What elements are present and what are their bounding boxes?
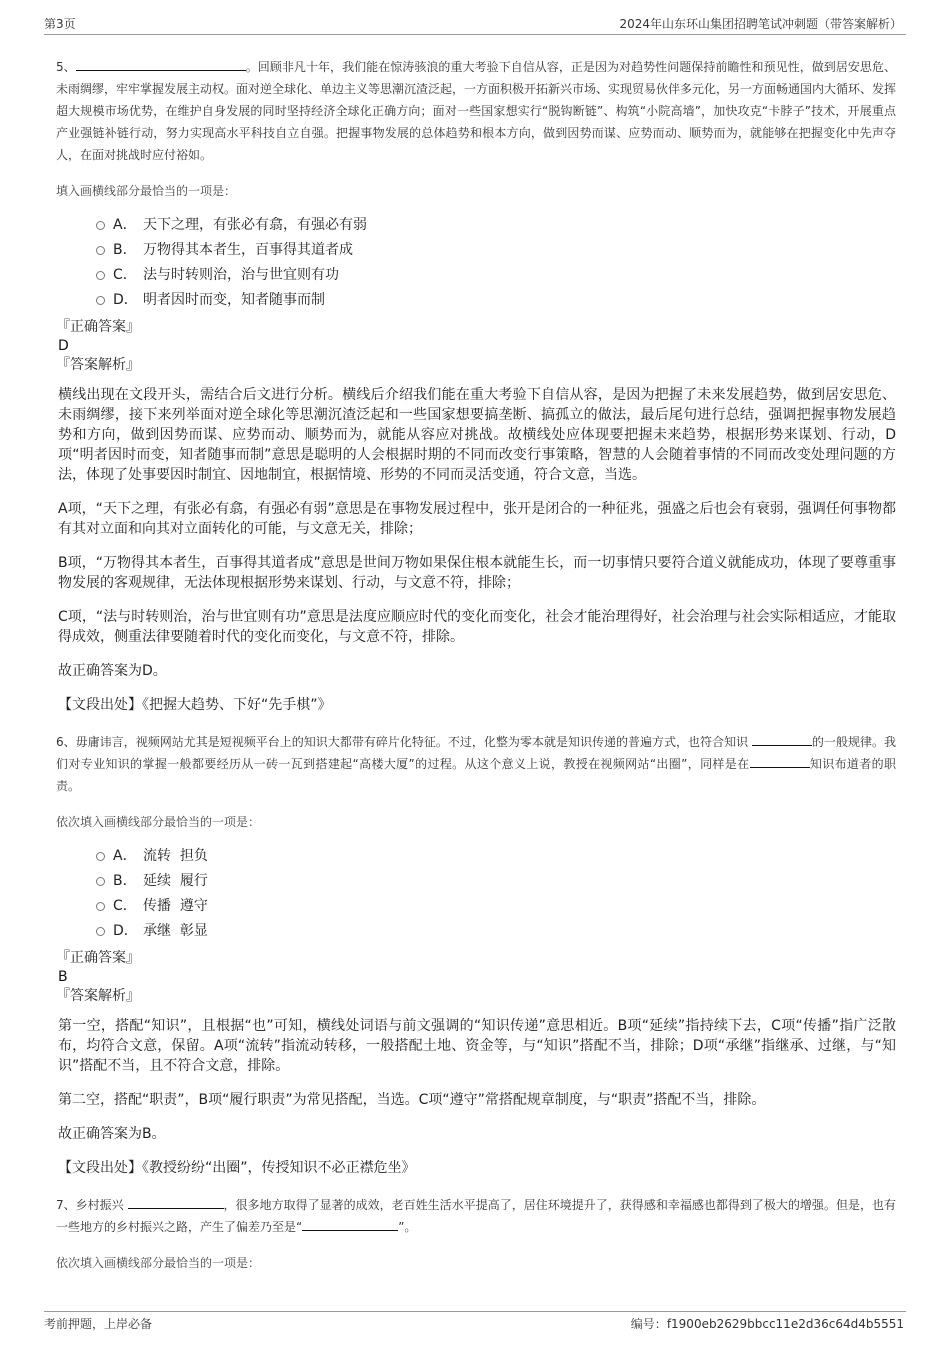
- option-a[interactable]: A． 天下之理，有张必有翕，有强必有弱: [96, 213, 896, 238]
- option-d[interactable]: D． 承继 彰显: [96, 919, 896, 944]
- question-prompt: 填入画横线部分最恰当的一项是：: [56, 184, 237, 198]
- analysis-paragraph: B项，“万物得其本者生，百事得其道者成”意思是世间万物如果保住根本就能生长，而一切事情只要符合道义就能成功，体现了要尊重事物发展的客观规律，无法体现根据形势来谋划、行动，与文意不符，排除；: [58, 555, 896, 591]
- analysis-paragraph: 横线出现在文段开头，需结合后文进行分析。横线后介绍我们能在重大考验下自信从容，是因为把握了未来发展趋势，做到居安思危、未雨绸缪，接下来列举面对逆全球化等思潮沉渣泛起和一些国家想要搞垄断、搞孤立的做法，最后尾句进行总结，强调把握事物发展趋势和方向，做到因势而谋、应势而动、顺势而为，就能从容应对挑战。故横线处应体现要把握未来趋势，根据形势来谋划、行动，D项“明者因时而变，知者随事而制”意思是聪明的人会根据时期的不同而改变行事策略，智慧的人会随着事情的不同而改变处理问题的方法，体现了处事要因时制宜、因地制宜，根据情境、形势的不同而灵活变通，符合文意，当选。: [58, 387, 896, 483]
- document-code-value: f1900eb2629bbcc11e2d36c64d4b5551: [666, 1317, 904, 1331]
- option-c[interactable]: C． 传播 遵守: [96, 894, 896, 919]
- page-number: 第3页: [44, 17, 76, 31]
- question-5-stem: [56, 56, 896, 166]
- fill-blank[interactable]: [128, 1194, 224, 1209]
- correct-answer-label: 『正确答案』: [56, 319, 140, 335]
- question-number: 6、: [56, 735, 76, 749]
- question-prompt: 依次填入画横线部分最恰当的一项是：: [56, 1256, 261, 1270]
- analysis-conclusion: 故正确答案为B。: [58, 1126, 166, 1142]
- document-body: [56, 56, 896, 1285]
- fill-blank[interactable]: [752, 731, 812, 746]
- document-code-label: 编号：: [630, 1317, 667, 1331]
- fill-blank[interactable]: [750, 753, 810, 768]
- option-list: [96, 213, 896, 313]
- option-list: [96, 844, 896, 944]
- text-source: 【文段出处】《把握大趋势、下好“先手棋”》: [58, 697, 332, 713]
- question-number: 7、: [56, 1198, 76, 1212]
- page-header: [44, 14, 906, 35]
- correct-answer: B: [58, 969, 68, 985]
- question-7-stem: 7、乡村振兴 ，很多地方取得了显著的成效，老百姓生活水平提高了，居住环境提升了，获得感和幸福感也都得到了极大的增强。但是，也有一些地方的乡村振兴之路，产生了偏差乃至是“ ”。: [56, 1194, 896, 1238]
- footer-slogan: 考前押题，上岸必备: [44, 1317, 153, 1331]
- radio-icon[interactable]: [96, 852, 105, 861]
- fill-blank[interactable]: [302, 1216, 398, 1231]
- question-prompt: 依次填入画横线部分最恰当的一项是：: [56, 815, 261, 829]
- option-d[interactable]: D． 明者因时而变，知者随事而制: [96, 288, 896, 313]
- fill-blank[interactable]: [76, 56, 246, 71]
- question-7: [56, 1194, 896, 1271]
- text-source: 【文段出处】《教授纷纷“出圈”，传授知识不必正襟危坐》: [58, 1160, 416, 1176]
- analysis-paragraph: 第二空，搭配“职责”，B项“履行职责”为常见搭配，当选。C项“遵守”常搭配规章制度，与“职责”搭配不当，排除。: [58, 1092, 766, 1108]
- radio-icon[interactable]: [96, 296, 105, 305]
- question-number: 5、: [56, 60, 76, 74]
- analysis-label: 『答案解析』: [56, 988, 140, 1004]
- question-6-stem: 6、毋庸讳言，视频网站尤其是短视频平台上的知识大都带有碎片化特征。不过，化整为零本就是知识传递的普遍方式，也符合知识 的一般规律。我们对专业知识的掌握一般都要经历从一砖一瓦到搭建起“高楼大厦”的过程。从这个意义上说，教授在视频网站“出圈”，同样是在 知识布道者的职责。: [56, 731, 896, 797]
- radio-icon[interactable]: [96, 271, 105, 280]
- option-a[interactable]: A． 流转 担负: [96, 844, 896, 869]
- document-code: [631, 1315, 904, 1332]
- radio-icon[interactable]: [96, 927, 105, 936]
- analysis-paragraph: A项，“天下之理，有张必有翕，有强必有弱”意思是在事物发展过程中，张开是闭合的一种征兆，强盛之后也会有衰弱，强调任何事物都有其对立面和向其对立面转化的可能，与文意无关，排除；: [58, 501, 896, 537]
- correct-answer-label: 『正确答案』: [56, 950, 140, 966]
- radio-icon[interactable]: [96, 221, 105, 230]
- question-text: 。回顾非凡十年，我们能在惊涛骇浪的重大考验下自信从容，正是因为对趋势性问题保持前瞻性和预见性，做到居安思危、未雨绸缪，牢牢掌握发展主动权。面对逆全球化、单边主义等思潮沉渣泛起，一方面积极开拓新兴市场、实现贸易伙伴多元化，另一方面畅通国内大循环、发挥超大规模市场优势，在维护自身发展的同时坚持经济全球化正确方向；面对一些国家想实行“脱钩断链”、构筑“小院高墙”，加快攻克“卡脖子”技术，开展重点产业强链补链行动，努力实现高水平科技自立自强。把握事物发展的总体趋势和根本方向，做到因势而谋、应势而动、顺势而为，就能够在把握变化中先声夺人，在面对挑战时应付裕如。: [56, 60, 897, 162]
- analysis-conclusion: 故正确答案为D。: [58, 663, 167, 679]
- radio-icon[interactable]: [96, 902, 105, 911]
- page-footer: [44, 1311, 906, 1336]
- analysis-label: 『答案解析』: [56, 357, 140, 373]
- analysis-paragraph: 第一空，搭配“知识”，且根据“也”可知，横线处词语与前文强调的“知识传递”意思相近。B项“延续”指持续下去，C项“传播”指广泛散布，均符合文意，保留。A项“流转”指流动转移，一般搭配土地、资金等，与“知识”搭配不当，排除；D项“承继”指继承、过继，与“知识”搭配不当，且不符合文意，排除。: [58, 1018, 896, 1074]
- document-title: 2024年山东环山集团招聘笔试冲刺题（带答案解析）: [619, 17, 902, 31]
- analysis-paragraph: C项，“法与时转则治，治与世宜则有功”意思是法度应顺应时代的变化而变化，社会才能治理得好，社会治理与社会实际相适应，才能取得成效，侧重法律要随着时代的变化而变化，与文意不符，排除。: [58, 609, 896, 645]
- option-b[interactable]: B． 延续 履行: [96, 869, 896, 894]
- option-b[interactable]: B． 万物得其本者生，百事得其道者成: [96, 238, 896, 263]
- correct-answer: D: [58, 338, 69, 354]
- radio-icon[interactable]: [96, 246, 105, 255]
- option-c[interactable]: C． 法与时转则治，治与世宜则有功: [96, 263, 896, 288]
- question-6: [56, 731, 896, 1178]
- question-5: [56, 56, 896, 715]
- radio-icon[interactable]: [96, 877, 105, 886]
